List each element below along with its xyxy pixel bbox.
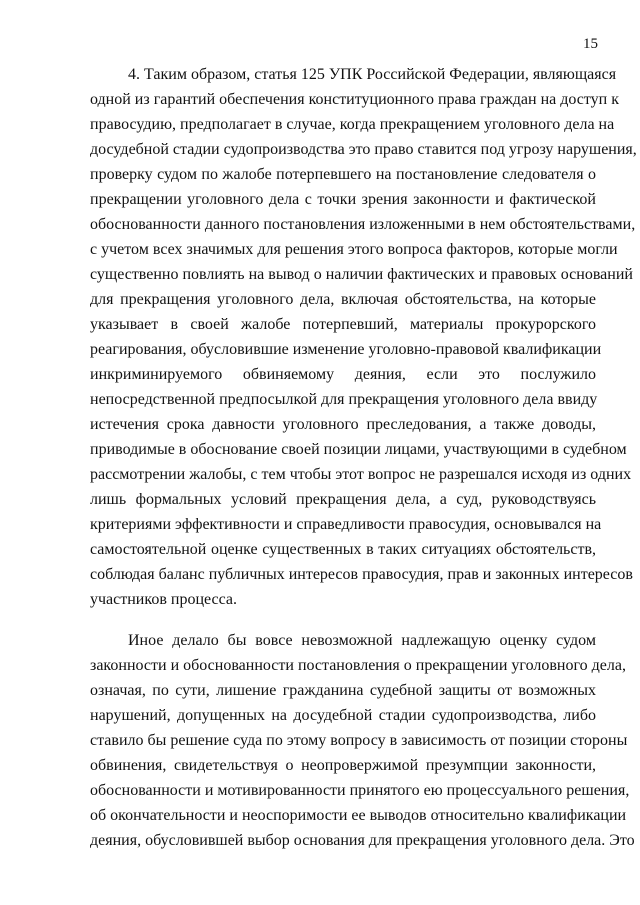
paragraph-line: досудебной стадии судопроизводства это право ставится под угрозу нарушения,: [90, 141, 637, 158]
paragraph-line: лишь формальных условий прекращения дела, а суд, руководствуясь: [90, 491, 596, 508]
paragraph-line: 4. Таким образом, статья 125 УПК Российской Федерации, являющаяся: [128, 66, 617, 83]
paragraph-line: реагирования, обусловившие изменение уголовно-правовой квалификации: [90, 341, 602, 358]
paragraph-line: проверку судом по жалобе потерпевшего на постановление следователя о: [90, 166, 596, 183]
paragraph-line: Иное делало бы вовсе невозможной надлежащую оценку судом: [128, 632, 596, 649]
paragraph-line: ставило бы решение суда по этому вопросу в зависимость от позиции стороны: [90, 732, 628, 749]
paragraph-line: существенно повлиять на вывод о наличии фактических и правовых оснований: [90, 266, 633, 283]
paragraph-line: деяния, обусловившей выбор основания для прекращения уголовного дела. Это: [90, 832, 635, 849]
paragraph-line: обоснованности данного постановления изложенными в нем обстоятельствами,: [90, 216, 636, 233]
paragraph-line: инкриминируемого обвиняемому деяния, если это послужило: [90, 366, 596, 383]
paragraph-line: истечения срока давности уголовного преследования, а также доводы,: [90, 416, 596, 433]
paragraph-line: законности и обоснованности постановления о прекращении уголовного дела,: [90, 657, 626, 674]
page-number: 15: [583, 36, 598, 52]
paragraph-line: критериями эффективности и справедливости правосудия, основывался на: [90, 516, 602, 533]
paragraph-line: одной из гарантий обеспечения конституционного права граждан на доступ к: [90, 91, 619, 108]
paragraph-line: с учетом всех значимых для решения этого вопроса факторов, которые могли: [90, 241, 618, 258]
paragraph-line: обоснованности и мотивированности принятого ею процессуального решения,: [90, 782, 630, 799]
paragraph-line: участников процесса.: [90, 591, 238, 608]
paragraph-line: означая, по сути, лишение гражданина судебной защиты от возможных: [90, 682, 596, 699]
paragraph-line: прекращении уголовного дела с точки зрения законности и фактической: [90, 191, 596, 208]
paragraph-line: непосредственной предпосылкой для прекращения уголовного дела ввиду: [90, 391, 598, 408]
paragraph-line: нарушений, допущенных на досудебной стадии судопроизводства, либо: [90, 707, 596, 724]
paragraph-line: правосудию, предполагает в случае, когда прекращением уголовного дела на: [90, 116, 615, 133]
paragraph-line: приводимые в обоснование своей позиции лицами, участвующими в судебном: [90, 441, 627, 458]
paragraph-line: об окончательности и неоспоримости ее выводов относительно квалификации: [90, 807, 627, 824]
paragraph-line: соблюдая баланс публичных интересов правосудия, прав и законных интересов: [90, 566, 633, 583]
paragraph-line: рассмотрении жалобы, с тем чтобы этот вопрос не разрешался исходя из одних: [90, 466, 632, 483]
paragraph-line: указывает в своей жалобе потерпевший, материалы прокурорского: [90, 316, 596, 333]
paragraph-line: самостоятельной оценке существенных в таких ситуациях обстоятельств,: [90, 541, 596, 558]
paragraph-line: для прекращения уголовного дела, включая обстоятельства, на которые: [90, 291, 596, 308]
paragraph-line: обвинения, свидетельствуя о неопровержимой презумпции законности,: [90, 757, 596, 774]
